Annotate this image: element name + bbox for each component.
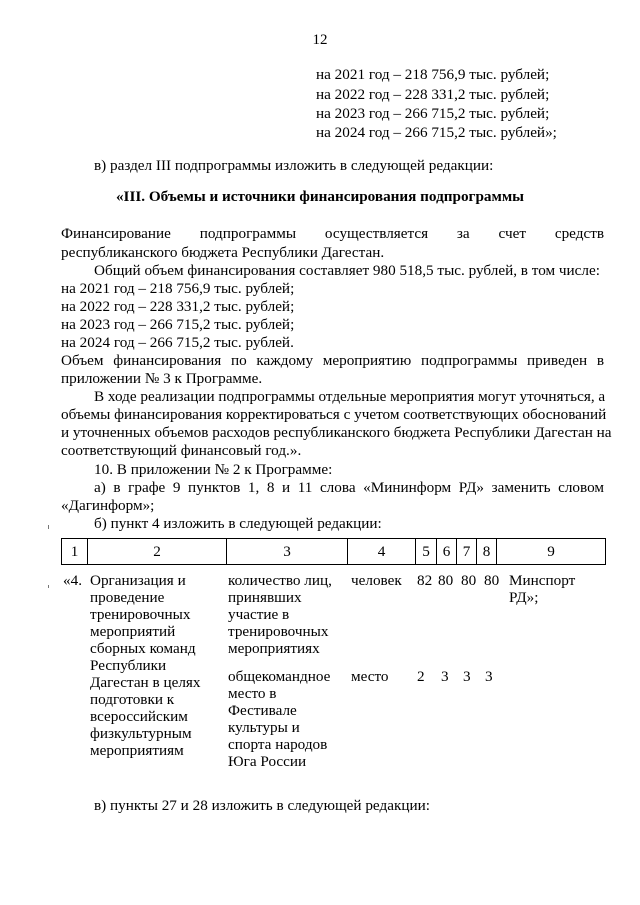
column-header: 5 bbox=[416, 539, 437, 565]
indicator-1-value: 80 bbox=[438, 572, 454, 589]
indicator-2-value: 3 bbox=[485, 668, 493, 685]
event-line: сборных команд bbox=[90, 640, 196, 657]
event-line: Дагестан в целях bbox=[90, 674, 201, 691]
indicator-2-line: Юга России bbox=[228, 753, 307, 770]
year-list-line: на 2023 год – 266 715,2 тыс. рублей; bbox=[61, 316, 295, 333]
year-list-line: на 2021 год – 218 756,9 тыс. рублей; bbox=[61, 280, 295, 297]
indicator-1-value: 80 bbox=[484, 572, 500, 589]
column-header: 3 bbox=[227, 539, 348, 565]
column-header: 6 bbox=[437, 539, 457, 565]
indicator-2-value: 3 bbox=[441, 668, 449, 685]
indicator-2-value: 2 bbox=[417, 668, 425, 685]
event-line: тренировочных bbox=[90, 606, 191, 623]
paragraph-4-line-1: В ходе реализации подпрограммы отдельные мероприятия могут уточняться, а bbox=[94, 388, 606, 405]
year-list-line: на 2022 год – 228 331,2 тыс. рублей; bbox=[61, 298, 295, 315]
paragraph-1-line-1: Финансирование подпрограммы осуществляется за счет средств bbox=[61, 225, 604, 242]
event-line: всероссийским bbox=[90, 708, 188, 725]
indicator-2-value: 3 bbox=[463, 668, 471, 685]
indicator-1-value: 82 bbox=[417, 572, 433, 589]
column-header: 9 bbox=[497, 539, 606, 565]
event-line: Организация и bbox=[90, 572, 186, 589]
top-list-line: на 2024 год – 266 715,2 тыс. рублей»; bbox=[316, 124, 557, 141]
event-line: физкультурным bbox=[90, 725, 192, 742]
indicator-1-line: количество лиц, bbox=[228, 572, 332, 589]
indicator-2-line: Фестивале bbox=[228, 702, 297, 719]
row-number: «4. bbox=[63, 572, 82, 589]
item-v-text: в) раздел III подпрограммы изложить в следующей редакции: bbox=[94, 157, 494, 174]
paragraph-2: Общий объем финансирования составляет 980 518,5 тыс. рублей, в том числе: bbox=[94, 262, 600, 279]
year-list-line: на 2024 год – 266 715,2 тыс. рублей. bbox=[61, 334, 294, 351]
item-10b-text: б) пункт 4 изложить в следующей редакции: bbox=[94, 515, 382, 532]
scan-mark bbox=[48, 525, 49, 529]
indicator-1-value: 80 bbox=[461, 572, 477, 589]
indicator-1-line: тренировочных bbox=[228, 623, 329, 640]
column-header: 4 bbox=[348, 539, 416, 565]
column-header: 2 bbox=[88, 539, 227, 565]
event-line: проведение bbox=[90, 589, 165, 606]
executor-line: Минспорт bbox=[509, 572, 576, 589]
paragraph-4-line-4: соответствующий финансовый год.». bbox=[61, 442, 302, 459]
paragraph-4-line-3: и уточненных объемов расходов республиканского бюджета Республики Дагестан на bbox=[61, 424, 612, 441]
item-10-text: 10. В приложении № 2 к Программе: bbox=[94, 461, 333, 478]
event-line: подготовки к bbox=[90, 691, 175, 708]
event-line: Республики bbox=[90, 657, 167, 674]
top-list-line: на 2023 год – 266 715,2 тыс. рублей; bbox=[316, 105, 550, 122]
indicator-1-line: участие в bbox=[228, 606, 290, 623]
indicator-2-line: культуры и bbox=[228, 719, 300, 736]
item-v2-text: в) пункты 27 и 28 изложить в следующей редакции: bbox=[94, 797, 430, 814]
column-header: 8 bbox=[477, 539, 497, 565]
indicator-2-line: общекомандное bbox=[228, 668, 331, 685]
top-list-line: на 2021 год – 218 756,9 тыс. рублей; bbox=[316, 66, 550, 83]
event-line: мероприятиям bbox=[90, 742, 184, 759]
indicator-2-unit: место bbox=[351, 668, 389, 685]
indicator-1-unit: человек bbox=[351, 572, 402, 589]
section-heading: «III. Объемы и источники финансирования подпрограммы bbox=[115, 188, 525, 205]
executor-line: РД»; bbox=[509, 589, 539, 606]
paragraph-4-line-2: объемы финансирования корректироваться с учетом соответствующих обоснований bbox=[61, 406, 607, 423]
item-10a-line-1: а) в графе 9 пунктов 1, 8 и 11 слова «Мининформ РД» заменить словом bbox=[94, 479, 604, 496]
paragraph-3-line-2: приложении № 3 к Программе. bbox=[61, 370, 263, 387]
event-line: мероприятий bbox=[90, 623, 176, 640]
scan-mark bbox=[48, 585, 49, 588]
column-header: 7 bbox=[457, 539, 477, 565]
indicator-1-line: принявших bbox=[228, 589, 302, 606]
column-header: 1 bbox=[62, 539, 88, 565]
indicator-2-line: спорта народов bbox=[228, 736, 328, 753]
page-number: 12 bbox=[312, 32, 328, 48]
top-list-line: на 2022 год – 228 331,2 тыс. рублей; bbox=[316, 86, 550, 103]
item-10a-line-2: «Дагинформ»; bbox=[61, 497, 155, 514]
paragraph-1-line-2: республиканского бюджета Республики Дагестан. bbox=[61, 244, 385, 261]
indicator-1-line: мероприятиях bbox=[228, 640, 320, 657]
paragraph-3-line-1: Объем финансирования по каждому мероприятию подпрограммы приведен в bbox=[61, 352, 604, 369]
indicator-2-line: место в bbox=[228, 685, 277, 702]
table-header bbox=[61, 538, 606, 565]
